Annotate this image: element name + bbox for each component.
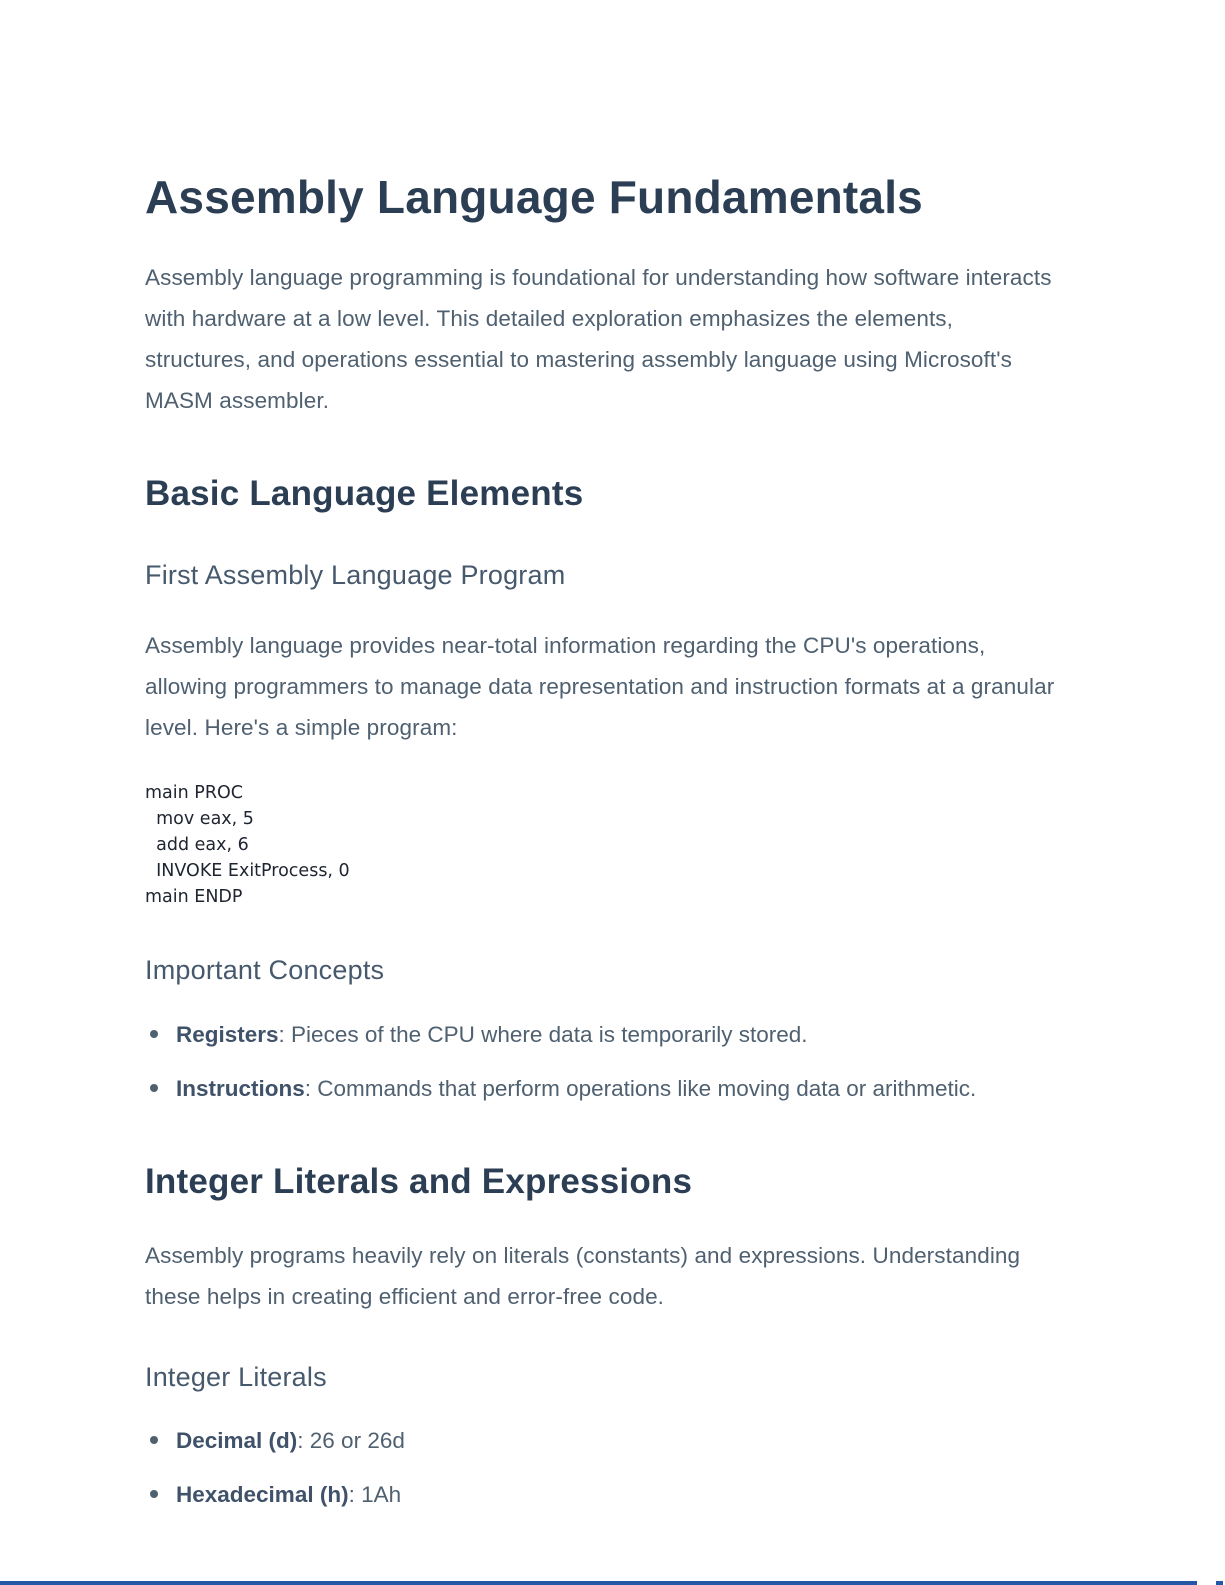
first-program-paragraph: Assembly language provides near-total information regarding the CPU's operations, allowing programmers to manage data representation and instruction formats at a granular level. Here's a simple program: bbox=[145, 632, 1055, 740]
list-item bbox=[145, 1068, 1075, 1109]
integer-literals-list bbox=[145, 1420, 1075, 1515]
list-item-description: : 26 or 26d bbox=[297, 1428, 405, 1454]
subsection-heading-first-assembly-program: First Assembly Language Program bbox=[145, 560, 566, 591]
intro-paragraph: Assembly language programming is foundational for understanding how software interacts with hardware at a low level. This detailed exploration emphasizes the elements, structures, and operations essential to mastering assembly language using Microsoft's MASM assembler. bbox=[145, 265, 1052, 414]
bullet-icon bbox=[150, 1490, 158, 1498]
section-heading-integer-literals-expressions: Integer Literals and Expressions bbox=[145, 1161, 693, 1201]
list-item-term: Registers bbox=[176, 1021, 279, 1047]
section-heading-basic-language-elements: Basic Language Elements bbox=[145, 474, 584, 514]
list-item bbox=[145, 1420, 1075, 1461]
bullet-icon bbox=[150, 1030, 158, 1038]
page-title: Assembly Language Fundamentals bbox=[145, 171, 923, 223]
bullet-icon bbox=[150, 1084, 158, 1092]
code-line: INVOKE ExitProcess, 0 bbox=[145, 860, 350, 881]
bullet-icon bbox=[150, 1436, 158, 1444]
bottom-divider-line bbox=[0, 1581, 1197, 1585]
code-block bbox=[145, 780, 1085, 910]
integer-literals-paragraph: Assembly programs heavily rely on literals (constants) and expressions. Understanding these helps in creating efficient and error-free code. bbox=[145, 1242, 1021, 1309]
code-line: main PROC bbox=[145, 782, 243, 803]
list-item bbox=[145, 1014, 1075, 1055]
list-item bbox=[145, 1474, 1075, 1515]
list-item-term: Decimal (d) bbox=[176, 1428, 298, 1454]
subsection-heading-integer-literals: Integer Literals bbox=[145, 1361, 327, 1392]
list-item-term: Instructions bbox=[176, 1075, 305, 1101]
code-line: main ENDP bbox=[145, 886, 243, 907]
list-item-description: : Pieces of the CPU where data is temporarily stored. bbox=[278, 1021, 808, 1047]
list-item-description: : Commands that perform operations like moving data or arithmetic. bbox=[304, 1075, 977, 1101]
code-line: mov eax, 5 bbox=[145, 808, 254, 829]
subsection-heading-important-concepts: Important Concepts bbox=[145, 954, 385, 985]
list-item-term: Hexadecimal (h) bbox=[176, 1482, 349, 1508]
bottom-divider-fragment bbox=[1216, 1581, 1223, 1585]
code-line: add eax, 6 bbox=[145, 834, 249, 855]
list-item-description: : 1Ah bbox=[348, 1482, 402, 1508]
important-concepts-list bbox=[145, 1014, 1075, 1109]
